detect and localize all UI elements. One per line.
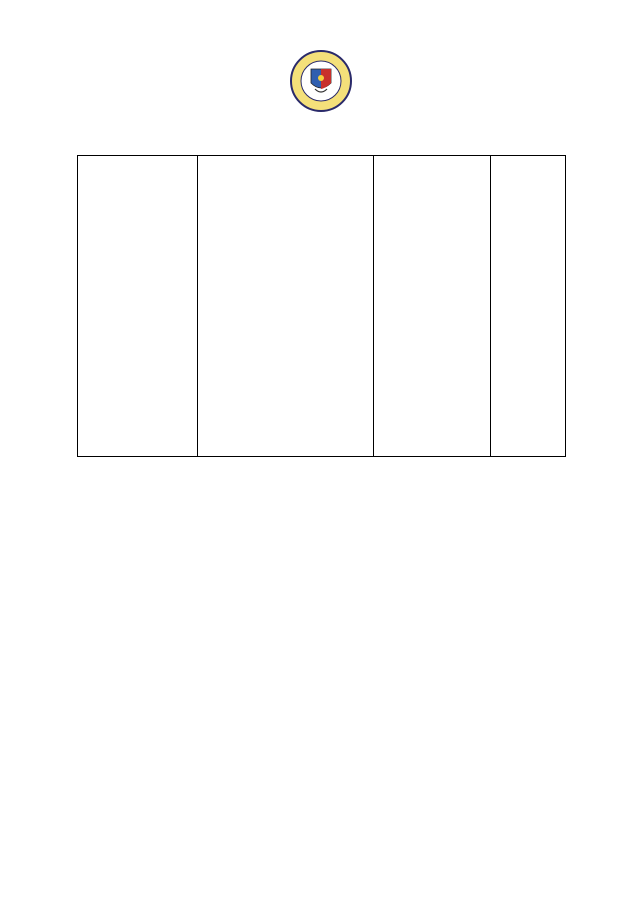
table-cell [78,156,198,457]
impact-description [491,156,566,457]
table-row-continuation [78,156,566,457]
deped-seal-icon [289,49,353,113]
letterhead [0,0,638,156]
hazard-impact-table [77,155,566,457]
table-cell [374,156,491,457]
table-cell [198,156,374,457]
